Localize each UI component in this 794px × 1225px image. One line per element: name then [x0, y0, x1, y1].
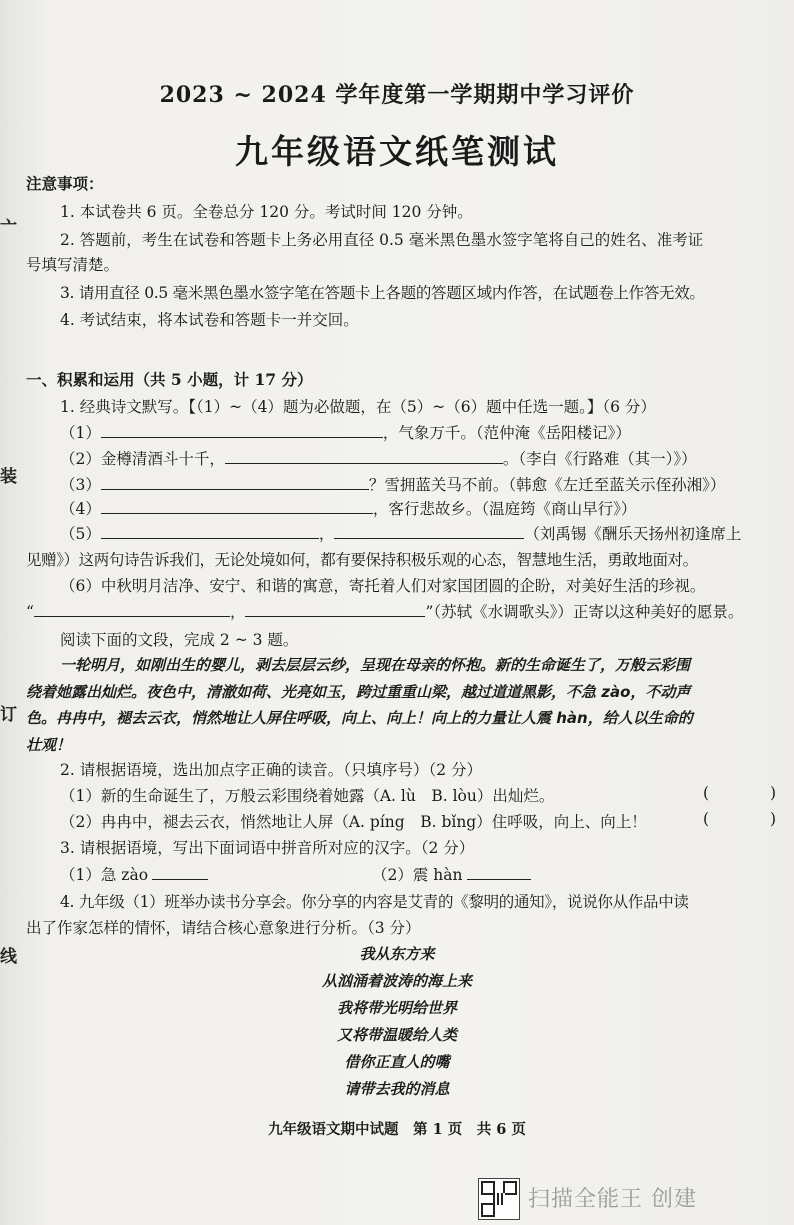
passage-line-3: 色。冉冉中，褪去云衣，悄然地让人屏住呼吸，向上、向上！向上的力量让人震 hàn，给人以生命的 — [26, 709, 693, 727]
answer-blank[interactable] — [101, 499, 373, 514]
q1-item-5b: 见赠》）这两句诗告诉我们，无论处境如何，都有要保持积极乐观的心态，智慧地生活，勇敢地面对。 — [26, 551, 698, 569]
binding-mark-ding: 订 — [0, 705, 17, 725]
q1-item-5: （5） ， （刘禹锡《酬乐天扬州初逢席上 — [60, 525, 742, 543]
q1-item-2: （2）金樽清酒斗十千， 。（李白《行路难（其一）》） — [60, 450, 697, 468]
poem-line-4: 又将带温暖给人类 — [336, 1026, 457, 1044]
poem-line-5: 借你正直人的嘴 — [344, 1053, 450, 1071]
q1-stem: 1. 经典诗文默写。【（1）~（4）题为必做题，在（5）~（6）题中任选一题。】（6 分） — [60, 398, 656, 416]
note-2b: 号填写清楚。 — [26, 256, 120, 274]
passage-line-1: 一轮明月，如刚出生的婴儿，剥去层层云纱，呈现在母亲的怀抱。新的生命诞生了，万般云彩围 — [60, 656, 691, 674]
poem-line-2: 从汹涌着波涛的海上来 — [321, 972, 472, 990]
answer-blank[interactable] — [245, 602, 425, 617]
binding-mark: 亠 — [0, 218, 17, 238]
answer-blank[interactable] — [101, 475, 369, 490]
answer-blank[interactable] — [152, 865, 208, 880]
answer-paren-open[interactable]: ( — [703, 784, 710, 802]
q2-item-2: （2）冉冉中，褪去云衣，悄然地让人屏（A. píng B. bǐng）住呼吸，向上、向上！ — [60, 813, 647, 831]
section-heading: 一、积累和运用（共 5 小题，计 17 分） — [26, 370, 313, 389]
binding-mark-xian: 线 — [0, 947, 17, 967]
q1-item-6a: （6）中秋明月洁净、安宁、和谐的寓意，寄托着人们对家国团圆的企盼，对美好生活的珍视。 — [60, 577, 706, 595]
answer-paren-close: ) — [770, 810, 777, 828]
q1-item-4: （4） ，客行悲故乡。（温庭筠《商山早行》） — [60, 500, 637, 518]
poem-line-6: 请带去我的消息 — [344, 1080, 450, 1098]
passage-line-2: 绕着她露出灿烂。夜色中，清澈如荷、光亮如玉，跨过重重山梁，越过道道黑影，不急 zào，不动声 — [26, 683, 691, 701]
q1-item-1: （1） ，气象万千。（范仲淹《岳阳楼记》） — [60, 424, 631, 442]
page-footer: 九年级语文期中试题 第 1 页 共 6 页 — [268, 1121, 526, 1138]
answer-blank[interactable] — [334, 524, 524, 539]
q3-item-1: （1）急 zào — [60, 863, 208, 885]
answer-paren-open[interactable]: ( — [703, 810, 710, 828]
scanner-watermark: 扫描全能王 创建 — [528, 1187, 697, 1212]
note-3: 3. 请用直径 0.5 毫米黑色墨水签字笔在答题卡上各题的答题区域内作答，在试题卷上作答无效。 — [60, 284, 705, 302]
q2-item-1: （1）新的生命诞生了，万般云彩围绕着她露（A. lù B. lòu）出灿烂。 — [60, 787, 555, 805]
answer-blank[interactable] — [101, 423, 383, 438]
binding-mark-zhuang: 装 — [0, 467, 17, 487]
poem-line-1: 我从东方来 — [359, 945, 435, 963]
note-4: 4. 考试结束，将本试卷和答题卡一并交回。 — [60, 311, 359, 329]
q3-item-2: （2）震 hàn — [372, 863, 531, 885]
q3-stem: 3. 请根据语境，写出下面词语中拼音所对应的汉字。（2 分） — [60, 839, 475, 857]
exam-subject-title: 九年级语文纸笔测试 — [235, 132, 559, 171]
reading-intro: 阅读下面的文段，完成 2 ~ 3 题。 — [60, 631, 299, 649]
answer-blank[interactable] — [34, 602, 230, 617]
passage-line-4: 壮观！ — [26, 736, 72, 754]
notes-heading: 注意事项： — [26, 174, 104, 193]
q4-stem-a: 4. 九年级（1）班举办读书分享会。你分享的内容是艾青的《黎明的通知》，说说你从作品中读 — [60, 893, 689, 911]
note-1: 1. 本试卷共 6 页。全卷总分 120 分。考试时间 120 分钟。 — [60, 203, 473, 221]
answer-blank[interactable] — [225, 449, 503, 464]
answer-blank[interactable] — [467, 865, 531, 880]
answer-blank[interactable] — [101, 524, 319, 539]
q2-stem: 2. 请根据语境，选出加点字正确的读音。（只填序号）（2 分） — [60, 761, 483, 779]
note-2a: 2. 答题前，考生在试卷和答题卡上务必用直径 0.5 毫米黑色墨水签字笔将自己的姓名、准考证 — [60, 231, 704, 249]
q1-item-3: （3） ？雪拥蓝关马不前。（韩愈《左迁至蓝关示侄孙湘》） — [60, 476, 726, 494]
qr-code-icon — [478, 1178, 520, 1220]
q4-stem-b: 出了作家怎样的情怀，请结合核心意象进行分析。（3 分） — [26, 919, 421, 937]
q1-item-6b: “ ， ”（苏轼《水调歌头》）正寄以这种美好的愿景。 — [26, 603, 744, 621]
poem-line-3: 我将带光明给世界 — [336, 999, 457, 1017]
answer-paren-close: ) — [770, 784, 777, 802]
exam-term-title: 2023 ~ 2024 学年度第一学期期中学习评价 — [159, 82, 635, 108]
